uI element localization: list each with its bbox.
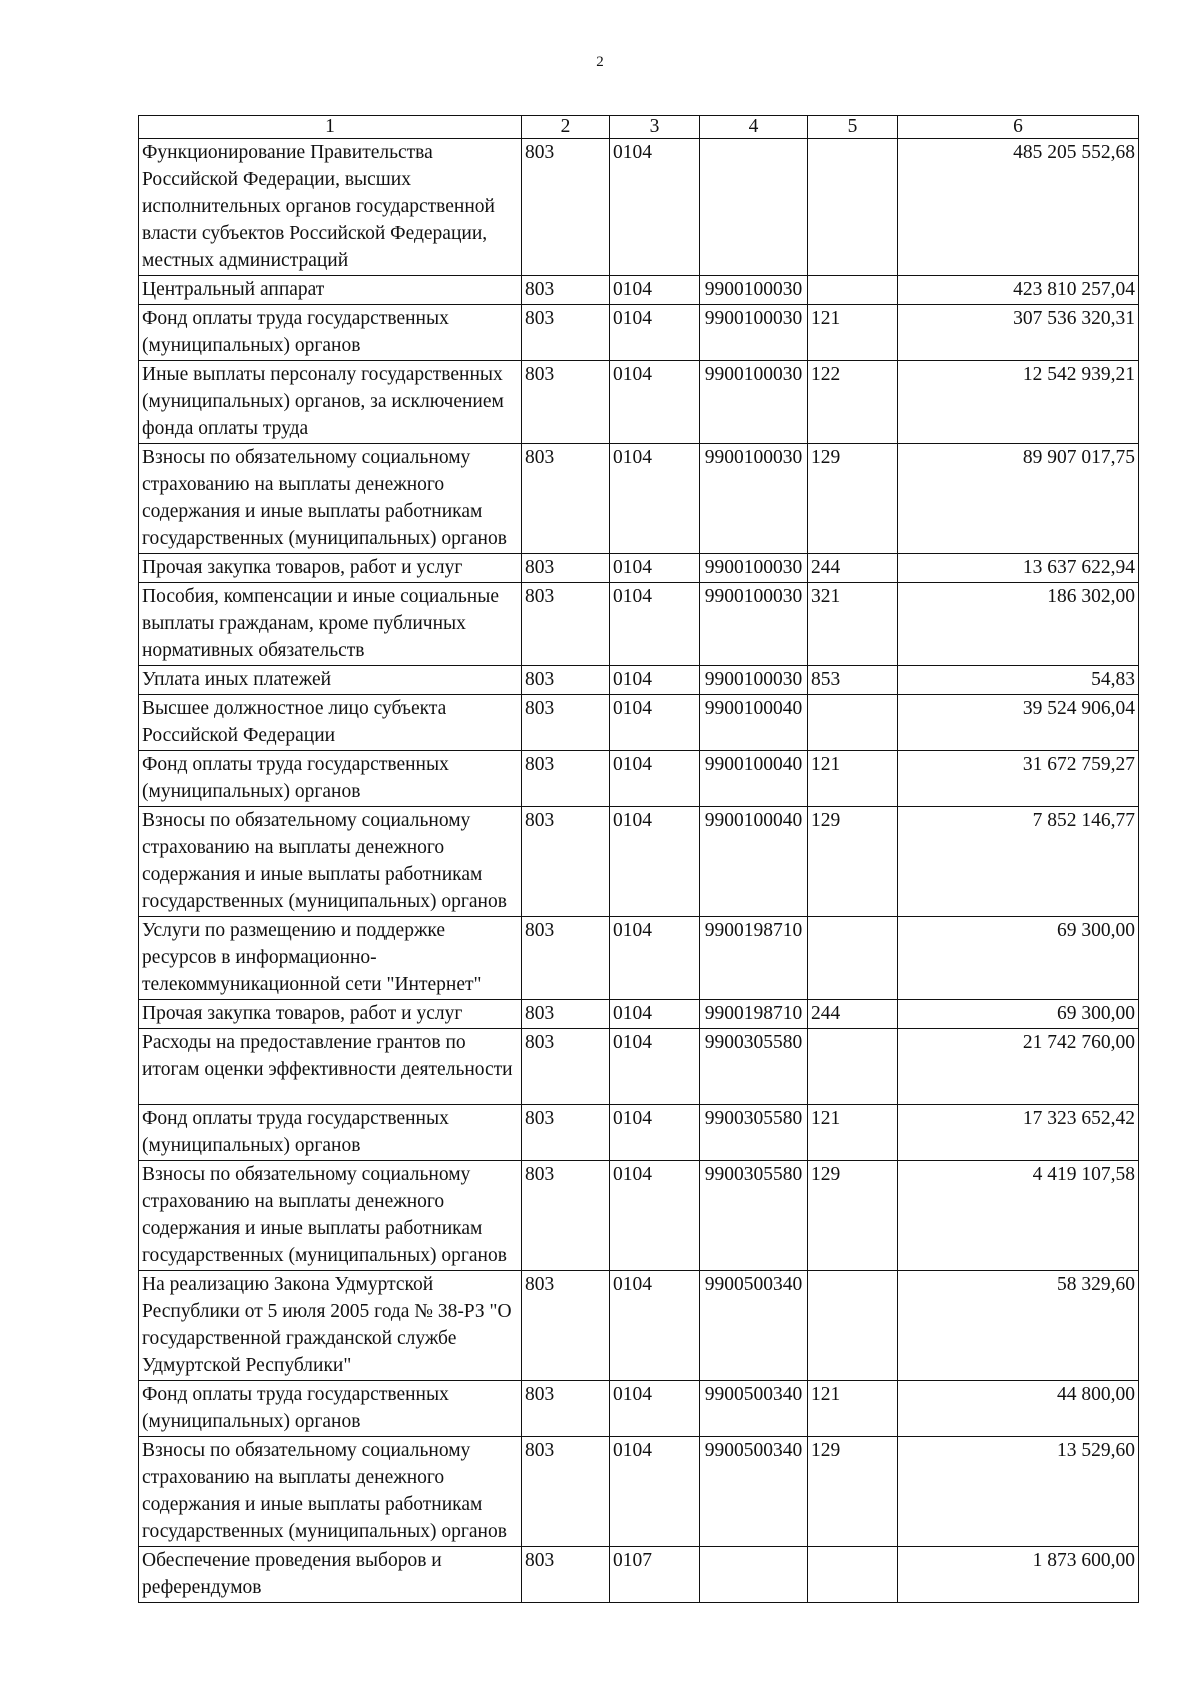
cell-target-article-code: 9900305580 [700, 1029, 808, 1105]
table-row [139, 1105, 1139, 1161]
table-row [139, 666, 1139, 695]
cell-description: Фонд оплаты труда государственных (муниципальных) органов [139, 305, 522, 361]
cell-description: Высшее должностное лицо субъекта Российской Федерации [139, 695, 522, 751]
budget-table [138, 115, 1139, 1603]
cell-grbs-code: 803 [522, 583, 610, 666]
cell-grbs-code: 803 [522, 444, 610, 554]
cell-description: Взносы по обязательному социальному страхованию на выплаты денежного содержания и иные выплаты работникам государственных (муниципальных) органов [139, 1161, 522, 1271]
cell-grbs-code: 803 [522, 1105, 610, 1161]
cell-expense-type-code: 121 [808, 305, 898, 361]
cell-target-article-code: 9900198710 [700, 917, 808, 1000]
cell-description: Уплата иных платежей [139, 666, 522, 695]
cell-target-article-code: 9900100030 [700, 554, 808, 583]
cell-section-code: 0104 [610, 276, 700, 305]
table-row [139, 917, 1139, 1000]
cell-grbs-code: 803 [522, 1437, 610, 1547]
table-row [139, 1547, 1139, 1603]
cell-description: Пособия, компенсации и иные социальные выплаты гражданам, кроме публичных нормативных обязательств [139, 583, 522, 666]
cell-grbs-code: 803 [522, 305, 610, 361]
cell-section-code: 0104 [610, 583, 700, 666]
cell-description: Фонд оплаты труда государственных (муниципальных) органов [139, 1105, 522, 1161]
page-number: 2 [596, 54, 604, 70]
cell-amount: 485 205 552,68 [898, 139, 1139, 276]
cell-amount: 423 810 257,04 [898, 276, 1139, 305]
cell-section-code: 0104 [610, 1437, 700, 1547]
cell-section-code: 0104 [610, 1029, 700, 1105]
cell-section-code: 0104 [610, 1161, 700, 1271]
table-row [139, 139, 1139, 276]
cell-expense-type-code [808, 1271, 898, 1381]
cell-grbs-code: 803 [522, 807, 610, 917]
cell-amount: 1 873 600,00 [898, 1547, 1139, 1603]
cell-expense-type-code: 244 [808, 1000, 898, 1029]
cell-section-code: 0104 [610, 1271, 700, 1381]
table-row [139, 751, 1139, 807]
cell-grbs-code: 803 [522, 1029, 610, 1105]
cell-target-article-code: 9900100040 [700, 751, 808, 807]
table-row [139, 1161, 1139, 1271]
cell-grbs-code: 803 [522, 276, 610, 305]
cell-section-code: 0104 [610, 139, 700, 276]
cell-section-code: 0104 [610, 305, 700, 361]
cell-amount: 44 800,00 [898, 1381, 1139, 1437]
cell-expense-type-code: 121 [808, 1381, 898, 1437]
cell-amount: 21 742 760,00 [898, 1029, 1139, 1105]
table-row [139, 1437, 1139, 1547]
cell-section-code: 0104 [610, 554, 700, 583]
cell-expense-type-code [808, 139, 898, 276]
cell-target-article-code: 9900305580 [700, 1161, 808, 1271]
cell-target-article-code: 9900100030 [700, 444, 808, 554]
cell-amount: 69 300,00 [898, 1000, 1139, 1029]
cell-section-code: 0107 [610, 1547, 700, 1603]
cell-expense-type-code: 121 [808, 1105, 898, 1161]
cell-amount: 58 329,60 [898, 1271, 1139, 1381]
table-row [139, 695, 1139, 751]
table-row [139, 1381, 1139, 1437]
cell-target-article-code: 9900100040 [700, 807, 808, 917]
cell-section-code: 0104 [610, 1105, 700, 1161]
cell-amount: 17 323 652,42 [898, 1105, 1139, 1161]
cell-section-code: 0104 [610, 807, 700, 917]
cell-grbs-code: 803 [522, 554, 610, 583]
table-row [139, 1000, 1139, 1029]
cell-description: На реализацию Закона Удмуртской Республики от 5 июля 2005 года № 38-РЗ "О государственной гражданской службе Удмуртской Республики" [139, 1271, 522, 1381]
cell-description: Центральный аппарат [139, 276, 522, 305]
cell-description: Иные выплаты персоналу государственных (муниципальных) органов, за исключением фонда оплаты труда [139, 361, 522, 444]
cell-target-article-code [700, 139, 808, 276]
table-row [139, 305, 1139, 361]
cell-expense-type-code: 129 [808, 807, 898, 917]
cell-target-article-code: 9900100030 [700, 276, 808, 305]
cell-expense-type-code: 853 [808, 666, 898, 695]
cell-amount: 13 529,60 [898, 1437, 1139, 1547]
cell-target-article-code: 9900198710 [700, 1000, 808, 1029]
cell-description: Функционирование Правительства Российской Федерации, высших исполнительных органов государственной власти субъектов Российской Федерации, местных администраций [139, 139, 522, 276]
cell-section-code: 0104 [610, 666, 700, 695]
cell-section-code: 0104 [610, 1381, 700, 1437]
column-header-2: 2 [522, 116, 610, 139]
cell-target-article-code: 9900100030 [700, 305, 808, 361]
table-row [139, 583, 1139, 666]
cell-description: Услуги по размещению и поддержке ресурсов в информационно-телекоммуникационной сети "Интернет" [139, 917, 522, 1000]
cell-target-article-code: 9900100040 [700, 695, 808, 751]
table-row [139, 444, 1139, 554]
cell-grbs-code: 803 [522, 139, 610, 276]
cell-section-code: 0104 [610, 444, 700, 554]
cell-expense-type-code: 121 [808, 751, 898, 807]
cell-description: Взносы по обязательному социальному страхованию на выплаты денежного содержания и иные выплаты работникам государственных (муниципальных) органов [139, 444, 522, 554]
table-row [139, 807, 1139, 917]
cell-amount: 7 852 146,77 [898, 807, 1139, 917]
cell-expense-type-code [808, 695, 898, 751]
cell-amount: 69 300,00 [898, 917, 1139, 1000]
cell-amount: 54,83 [898, 666, 1139, 695]
table-row [139, 1271, 1139, 1381]
cell-amount: 13 637 622,94 [898, 554, 1139, 583]
cell-amount: 31 672 759,27 [898, 751, 1139, 807]
cell-description: Обеспечение проведения выборов и референдумов [139, 1547, 522, 1603]
cell-target-article-code: 9900500340 [700, 1437, 808, 1547]
table-header [139, 116, 1139, 139]
table-row [139, 276, 1139, 305]
cell-grbs-code: 803 [522, 1161, 610, 1271]
cell-expense-type-code: 321 [808, 583, 898, 666]
cell-amount: 39 524 906,04 [898, 695, 1139, 751]
cell-target-article-code [700, 1547, 808, 1603]
cell-description: Взносы по обязательному социальному страхованию на выплаты денежного содержания и иные выплаты работникам государственных (муниципальных) органов [139, 1437, 522, 1547]
cell-expense-type-code [808, 1029, 898, 1105]
cell-grbs-code: 803 [522, 1547, 610, 1603]
cell-expense-type-code [808, 1547, 898, 1603]
cell-grbs-code: 803 [522, 361, 610, 444]
cell-target-article-code: 9900305580 [700, 1105, 808, 1161]
cell-section-code: 0104 [610, 751, 700, 807]
cell-target-article-code: 9900100030 [700, 361, 808, 444]
cell-section-code: 0104 [610, 917, 700, 1000]
cell-section-code: 0104 [610, 695, 700, 751]
cell-amount: 186 302,00 [898, 583, 1139, 666]
cell-expense-type-code: 244 [808, 554, 898, 583]
cell-target-article-code: 9900100030 [700, 666, 808, 695]
cell-expense-type-code: 129 [808, 1161, 898, 1271]
table-row [139, 554, 1139, 583]
cell-grbs-code: 803 [522, 1271, 610, 1381]
cell-amount: 4 419 107,58 [898, 1161, 1139, 1271]
cell-expense-type-code [808, 917, 898, 1000]
column-header-3: 3 [610, 116, 700, 139]
cell-description: Фонд оплаты труда государственных (муниципальных) органов [139, 751, 522, 807]
column-header-6: 6 [898, 116, 1139, 139]
cell-description: Взносы по обязательному социальному страхованию на выплаты денежного содержания и иные выплаты работникам государственных (муниципальных) органов [139, 807, 522, 917]
cell-grbs-code: 803 [522, 695, 610, 751]
column-header-5: 5 [808, 116, 898, 139]
table-row [139, 1029, 1139, 1105]
cell-description: Прочая закупка товаров, работ и услуг [139, 554, 522, 583]
cell-grbs-code: 803 [522, 666, 610, 695]
cell-amount: 89 907 017,75 [898, 444, 1139, 554]
cell-amount: 307 536 320,31 [898, 305, 1139, 361]
cell-expense-type-code: 129 [808, 1437, 898, 1547]
cell-description: Прочая закупка товаров, работ и услуг [139, 1000, 522, 1029]
cell-section-code: 0104 [610, 1000, 700, 1029]
cell-grbs-code: 803 [522, 917, 610, 1000]
cell-description: Расходы на предоставление грантов по итогам оценки эффективности деятельности [139, 1029, 522, 1105]
column-header-4: 4 [700, 116, 808, 139]
cell-description: Фонд оплаты труда государственных (муниципальных) органов [139, 1381, 522, 1437]
cell-target-article-code: 9900500340 [700, 1381, 808, 1437]
cell-expense-type-code: 129 [808, 444, 898, 554]
column-header-1: 1 [139, 116, 522, 139]
cell-section-code: 0104 [610, 361, 700, 444]
cell-expense-type-code: 122 [808, 361, 898, 444]
table-body [139, 139, 1139, 1603]
cell-target-article-code: 9900500340 [700, 1271, 808, 1381]
cell-expense-type-code [808, 276, 898, 305]
cell-grbs-code: 803 [522, 1000, 610, 1029]
table-row [139, 361, 1139, 444]
cell-grbs-code: 803 [522, 1381, 610, 1437]
cell-amount: 12 542 939,21 [898, 361, 1139, 444]
cell-grbs-code: 803 [522, 751, 610, 807]
header-row [139, 116, 1139, 139]
cell-target-article-code: 9900100030 [700, 583, 808, 666]
